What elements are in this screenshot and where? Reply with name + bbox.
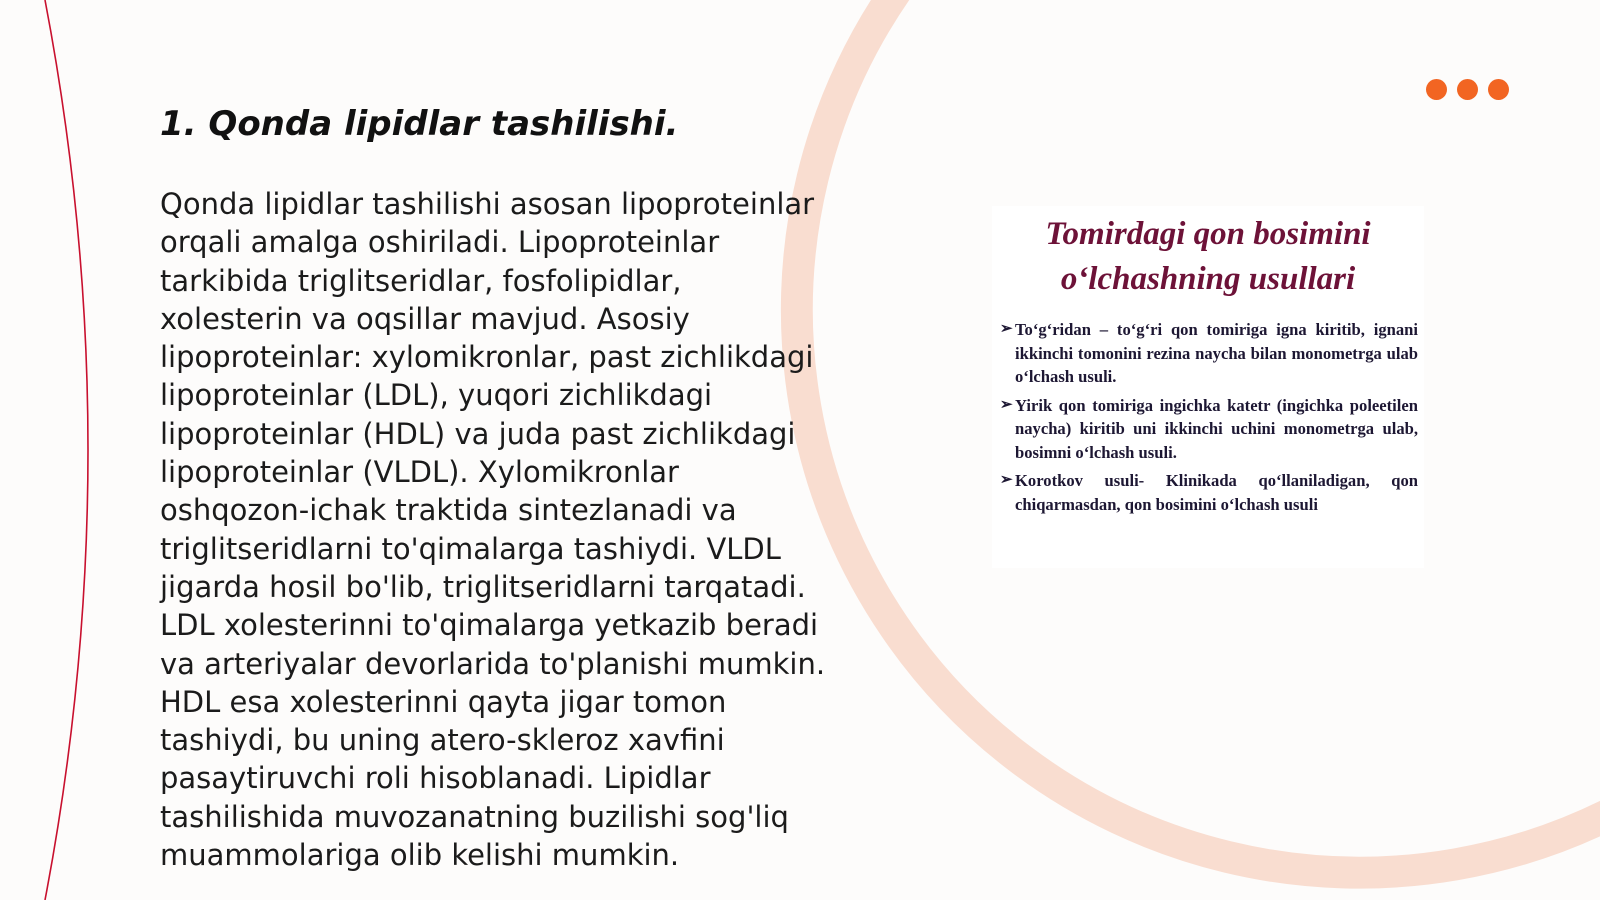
list-item-text: To‘g‘ridan – to‘g‘ri qon tomiriga igna kiritib, ignani ikkinchi tomonini rezina naycha bilan monometrga ulab o‘lchash usuli. xyxy=(1015,320,1418,386)
slide-dots-ornament xyxy=(1426,79,1512,101)
arrow-bullet-icon: ➢ xyxy=(1000,396,1013,413)
list-item-text: Yirik qon tomiriga ingichka katetr (ingichka poleetilen naycha) kiritib uni ikkinchi uchini monometrga ulab, bosimni o‘lchash usuli. xyxy=(1015,395,1418,462)
arrow-bullet-icon: ➢ xyxy=(1000,321,1013,337)
list-item xyxy=(1000,469,1418,516)
blood-pressure-methods-image xyxy=(992,206,1424,568)
list-item-text: Korotkov usuli- Klinikada qo‘llaniladigan, qon chiqarmasdan, qon bosimini o‘lchash usuli xyxy=(1015,471,1418,514)
arrow-bullet-icon: ➢ xyxy=(1000,472,1013,488)
list-item xyxy=(1000,318,1418,389)
orange-dot xyxy=(1457,79,1478,100)
list-item xyxy=(1000,394,1418,465)
slide-title: 1. Qonda lipidlar tashilishi. xyxy=(160,104,679,144)
decorative-left-line xyxy=(45,0,88,900)
orange-dot xyxy=(1488,79,1509,100)
methods-list xyxy=(1000,318,1418,521)
inset-title-line-1: Tomirdagi qon bosimini xyxy=(1045,216,1371,252)
inset-title xyxy=(992,212,1424,302)
orange-dot xyxy=(1426,79,1447,100)
inset-title-line-2: o‘lchashning usullari xyxy=(1060,261,1356,297)
slide-body-text: Qonda lipidlar tashilishi asosan lipoproteinlar orqali amalga oshiriladi. Lipoproteinlar tarkibida triglitseridlar, fosfolipidlar, xolesterin va oqsillar mavjud. Asosiy lipoproteinlar: xylomikronlar, past zichlikdagi lipoproteinlar (LDL), yuqori zichlikdagi lipoproteinlar (HDL) va juda past zichlikdagi lipoproteinlar (VLDL). Xylomikronlar oshqozon-ichak traktida sintezlanadi va triglitseridlarni to'qimalarga tashiydi. VLDL jigarda hosil bo'lib, triglitseridlarni tarqatadi. LDL xolesterinni to'qimalarga yetkazib beradi va arteriyalar devorlarida to'planishi mumkin. HDL esa xolesterinni qayta jigar tomon tashiydi, bu uning atero-skleroz xavfini pasaytiruvchi roli hisoblanadi. Lipidlar tashilishida muvozanatning buzilishi sog'liq muammolariga olib kelishi mumkin. xyxy=(160,187,826,873)
